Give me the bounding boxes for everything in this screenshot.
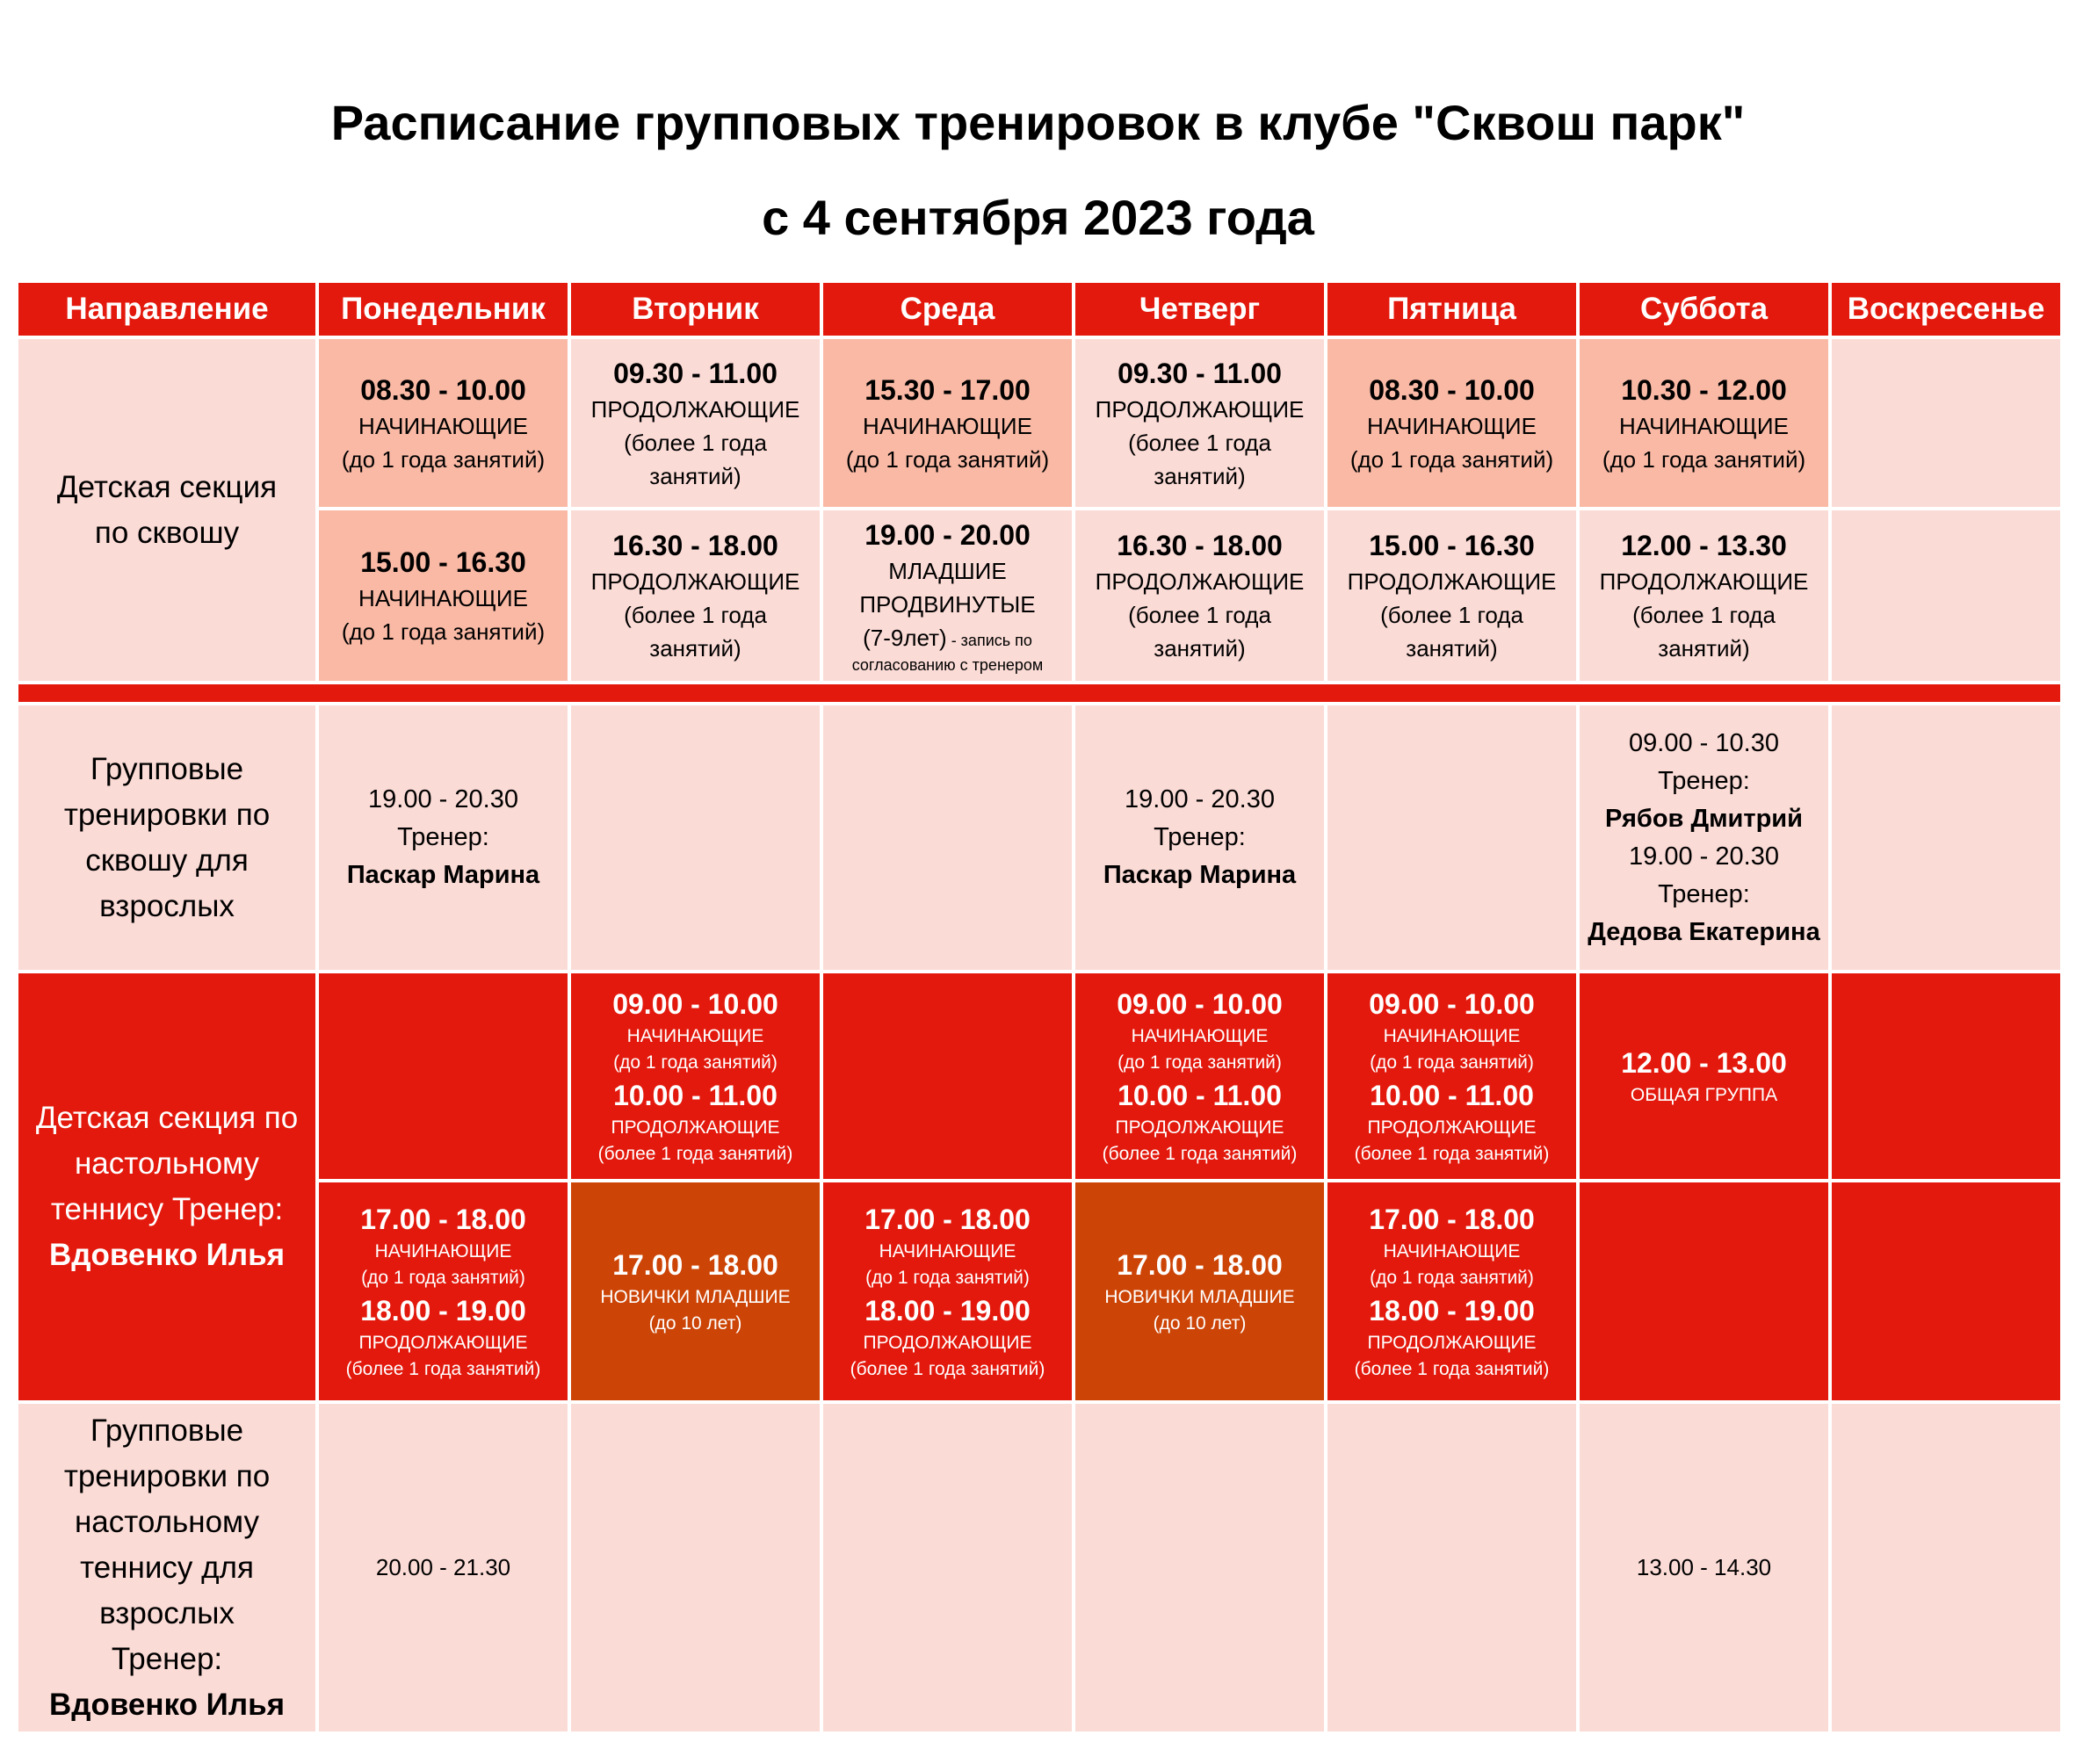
- slot-level: НАЧИНАЮЩИЕ: [374, 1241, 512, 1262]
- slot-note: (более 1 года занятий): [1102, 1144, 1298, 1164]
- slot-note: занятий): [1658, 635, 1750, 662]
- slot-note: (более 1 года: [624, 602, 767, 628]
- slot-tt-adults-wed: [823, 1404, 1072, 1731]
- slot-level: НАЧИНАЮЩИЕ: [358, 585, 528, 611]
- slot-squash-kids-tue-2: [571, 510, 820, 681]
- slot-level: ПРОДОЛЖАЮЩИЕ: [1347, 568, 1557, 595]
- slot-time: 10.00 - 11.00: [1118, 1080, 1282, 1111]
- slot-time: 15.30 - 17.00: [864, 373, 1031, 406]
- slot-tt-adults-sat: [1580, 1404, 1828, 1731]
- slot-extra: согласованию с тренером: [851, 656, 1044, 674]
- slot-tt-adults-mon: [319, 1404, 568, 1731]
- slot-squash-kids-sat-2: [1580, 510, 1828, 681]
- slot-tt-kids-sat-2: [1580, 1182, 1828, 1400]
- slot-note: (до 1 года занятий): [361, 1268, 525, 1288]
- slot-squash-adults-sun: [1832, 705, 2060, 970]
- slot-level: ПРОДОЛЖАЮЩИЕ: [1367, 1117, 1537, 1138]
- direction-coach: Вдовенко Илья: [48, 1238, 286, 1272]
- slot-tt-kids-sun-1: [1832, 973, 2060, 1179]
- slot-level: НАЧИНАЮЩИЕ: [1619, 412, 1789, 439]
- slot-squash-adults-wed: [823, 705, 1072, 970]
- slot-time: 17.00 - 18.00: [864, 1204, 1031, 1235]
- slot-squash-kids-thu-1: [1075, 339, 1324, 507]
- slot-time: 09.30 - 11.00: [613, 357, 778, 389]
- schedule-table: [18, 283, 2057, 1741]
- slot-time: 13.00 - 14.30: [1636, 1554, 1772, 1580]
- slot-time: 10.00 - 11.00: [1370, 1080, 1534, 1111]
- slot-time: 09.00 - 10.00: [1369, 988, 1535, 1020]
- header-tuesday: Вторник: [571, 283, 820, 336]
- slot-time: 10.30 - 12.00: [1621, 373, 1787, 406]
- slot-squash-kids-sun-2: [1832, 510, 2060, 681]
- slot-tt-adults-sun: [1832, 1404, 2060, 1731]
- slot-note: (до 1 года занятий): [341, 445, 546, 473]
- slot-squash-kids-mon-1: [319, 339, 568, 507]
- slot-note: (более 1 года: [1128, 429, 1271, 456]
- slot-level: ПРОДОЛЖАЮЩИЕ: [1599, 568, 1809, 595]
- header-saturday: Суббота: [1580, 283, 1828, 336]
- page-title: Расписание групповых тренировок в клубе "Сквош парк": [330, 95, 1746, 150]
- slot-time: 20.00 - 21.30: [375, 1554, 511, 1580]
- slot-tt-kids-mon-2: [319, 1182, 568, 1400]
- slot-note: (более 1 года занятий): [597, 1144, 793, 1164]
- slot-note: (более 1 года: [1128, 602, 1271, 628]
- slot-time: 17.00 - 18.00: [360, 1204, 526, 1235]
- slot-note: (до 10 лет): [1153, 1313, 1247, 1334]
- slot-squash-adults-sat: [1580, 705, 1828, 970]
- slot-tt-kids-wed-1: [823, 973, 1072, 1179]
- slot-coach: Паскар Марина: [1103, 861, 1297, 889]
- slot-tt-adults-thu: [1075, 1404, 1324, 1731]
- slot-note: (до 1 года занятий): [1370, 1052, 1534, 1073]
- direction-squash-kids: Детская секция по сквошу: [18, 339, 315, 681]
- slot-level: НАЧИНАЮЩИЕ: [1367, 412, 1537, 439]
- slot-time: 17.00 - 18.00: [1117, 1249, 1283, 1281]
- slot-tt-kids-mon-1: [319, 973, 568, 1179]
- slot-squash-kids-fri-2: [1327, 510, 1576, 681]
- slot-time: 12.00 - 13.00: [1621, 1047, 1787, 1079]
- slot-tt-kids-thu-2: [1075, 1182, 1324, 1400]
- slot-note: (более 1 года: [1380, 602, 1523, 628]
- slot-note: (до 1 года занятий): [1118, 1052, 1282, 1073]
- slot-coach: Дедова Екатерина: [1588, 917, 1820, 946]
- slot-squash-adults-fri: [1327, 705, 1576, 970]
- slot-note: (более 1 года: [1632, 602, 1776, 628]
- slot-coach-label: Тренер:: [1154, 823, 1246, 851]
- header-wednesday: Среда: [823, 283, 1072, 336]
- header-direction: Направление: [18, 283, 315, 336]
- slot-squash-adults-mon: [319, 705, 568, 970]
- slot-time: 15.00 - 16.30: [1369, 530, 1535, 561]
- slot-level: ПРОДОЛЖАЮЩИЕ: [863, 1333, 1032, 1353]
- slot-note: (до 1 года занятий): [865, 1268, 1030, 1288]
- slot-time: 18.00 - 19.00: [1369, 1295, 1535, 1327]
- slot-note: (более 1 года занятий): [850, 1359, 1045, 1379]
- slot-level: НАЧИНАЮЩИЕ: [1383, 1026, 1521, 1046]
- slot-coach-label: Тренер:: [1658, 766, 1750, 795]
- slot-squash-kids-tue-1: [571, 339, 820, 507]
- slot-level: ПРОДОЛЖАЮЩИЕ: [590, 395, 800, 423]
- slot-level: ПРОДВИНУТЫЕ: [859, 591, 1036, 618]
- slot-note: (до 1 года занятий): [1370, 1268, 1534, 1288]
- slot-time: 09.00 - 10.00: [612, 988, 778, 1020]
- slot-note: занятий): [649, 635, 741, 662]
- slot-level: НОВИЧКИ МЛАДШИЕ: [1104, 1287, 1295, 1307]
- slot-level: ПРОДОЛЖАЮЩИЕ: [611, 1117, 780, 1138]
- slot-time: 19.00 - 20.30: [1125, 785, 1275, 813]
- slot-level: НАЧИНАЮЩИЕ: [1131, 1026, 1269, 1046]
- direction-squash-adults: Групповые тренировки по сквошу для взрослых: [18, 705, 315, 970]
- page-subtitle: с 4 сентября 2023 года: [762, 190, 1314, 245]
- slot-coach: Паскар Марина: [346, 861, 540, 889]
- slot-note: (более 1 года занятий): [1354, 1359, 1550, 1379]
- slot-time: 19.00 - 20.30: [368, 785, 518, 813]
- section-divider: [18, 684, 2060, 702]
- slot-note: занятий): [649, 462, 741, 489]
- slot-extra: - запись по: [946, 632, 1032, 649]
- slot-note: занятий): [1154, 462, 1246, 489]
- slot-tt-adults-fri: [1327, 1404, 1576, 1731]
- slot-level: ПРОДОЛЖАЮЩИЕ: [1367, 1333, 1537, 1353]
- slot-squash-kids-sat-1: [1580, 339, 1828, 507]
- slot-squash-kids-wed-1: [823, 339, 1072, 507]
- slot-time: 09.30 - 11.00: [1118, 357, 1282, 389]
- direction-tt-kids: [18, 973, 315, 1400]
- slot-level: ПРОДОЛЖАЮЩИЕ: [1095, 395, 1305, 423]
- slot-coach-label: Тренер:: [1658, 879, 1750, 908]
- slot-note: (до 1 года занятий): [613, 1052, 778, 1073]
- direction-text: Групповые тренировки по настольному теннису для взрослых Тренер:: [63, 1413, 271, 1676]
- slot-coach: Рябов Дмитрий: [1605, 804, 1803, 833]
- slot-tt-kids-fri-2: [1327, 1182, 1576, 1400]
- slot-tt-adults-tue: [571, 1404, 820, 1731]
- slot-time: 09.00 - 10.00: [1117, 988, 1283, 1020]
- slot-note: занятий): [1154, 635, 1246, 662]
- slot-level: ПРОДОЛЖАЮЩИЕ: [358, 1333, 528, 1353]
- slot-time: 17.00 - 18.00: [1369, 1204, 1535, 1235]
- slot-time: 08.30 - 10.00: [1369, 373, 1535, 406]
- slot-squash-kids-sun-1: [1832, 339, 2060, 507]
- slot-time: 17.00 - 18.00: [612, 1249, 778, 1281]
- slot-level: НАЧИНАЮЩИЕ: [1383, 1241, 1521, 1262]
- slot-age-text: (7-9лет): [863, 625, 947, 651]
- slot-squash-kids-wed-2: [823, 510, 1072, 681]
- slot-squash-kids-mon-2: [319, 510, 568, 681]
- slot-time: 10.00 - 11.00: [613, 1080, 778, 1111]
- slot-level: ПРОДОЛЖАЮЩИЕ: [590, 568, 800, 595]
- slot-note: (более 1 года занятий): [1354, 1144, 1550, 1164]
- slot-tt-kids-tue-1: [571, 973, 820, 1179]
- header-thursday: Четверг: [1075, 283, 1324, 336]
- slot-tt-kids-tue-2: [571, 1182, 820, 1400]
- slot-squash-adults-tue: [571, 705, 820, 970]
- slot-time: 18.00 - 19.00: [360, 1295, 526, 1327]
- slot-note: (до 1 года занятий): [845, 445, 1050, 473]
- slot-note: (более 1 года: [624, 429, 767, 456]
- slot-time: 12.00 - 13.30: [1621, 530, 1787, 561]
- slot-squash-kids-thu-2: [1075, 510, 1324, 681]
- slot-level: НАЧИНАЮЩИЕ: [358, 412, 528, 439]
- slot-level: НОВИЧКИ МЛАДШИЕ: [600, 1287, 791, 1307]
- slot-time: 18.00 - 19.00: [864, 1295, 1031, 1327]
- direction-text: Детская секция по настольному теннису Тренер:: [35, 1101, 299, 1226]
- slot-note: (до 1 года занятий): [1602, 445, 1806, 473]
- header-sunday: Воскресенье: [1832, 283, 2060, 336]
- slot-level: ОБЩАЯ ГРУППА: [1630, 1085, 1778, 1105]
- slot-time: 08.30 - 10.00: [360, 373, 526, 406]
- slot-level: НАЧИНАЮЩИЕ: [863, 412, 1032, 439]
- slot-tt-kids-sun-2: [1832, 1182, 2060, 1400]
- slot-note: (до 1 года занятий): [341, 618, 546, 645]
- slot-note: занятий): [1406, 635, 1498, 662]
- slot-time: 16.30 - 18.00: [612, 530, 778, 561]
- slot-level: МЛАДШИЕ: [888, 558, 1007, 584]
- direction-coach: Вдовенко Илья: [48, 1687, 286, 1722]
- slot-tt-kids-thu-1: [1075, 973, 1324, 1179]
- slot-tt-kids-wed-2: [823, 1182, 1072, 1400]
- slot-level: ПРОДОЛЖАЮЩИЕ: [1095, 568, 1305, 595]
- slot-time: 15.00 - 16.30: [360, 546, 526, 578]
- slot-tt-kids-sat-1: [1580, 973, 1828, 1179]
- slot-level: НАЧИНАЮЩИЕ: [626, 1026, 764, 1046]
- slot-note: (до 10 лет): [648, 1313, 742, 1334]
- slot-time: 19.00 - 20.30: [1629, 842, 1779, 871]
- slot-note: (более 1 года занятий): [345, 1359, 541, 1379]
- slot-tt-kids-fri-1: [1327, 973, 1576, 1179]
- header-friday: Пятница: [1327, 283, 1576, 336]
- direction-tt-adults: [18, 1404, 315, 1731]
- slot-level: НАЧИНАЮЩИЕ: [879, 1241, 1016, 1262]
- slot-age: [863, 621, 1032, 654]
- slot-level: ПРОДОЛЖАЮЩИЕ: [1115, 1117, 1284, 1138]
- slot-time: 09.00 - 10.30: [1629, 728, 1779, 757]
- slot-note: (до 1 года занятий): [1349, 445, 1554, 473]
- slot-time: 19.00 - 20.00: [864, 519, 1031, 551]
- header-monday: Понедельник: [319, 283, 568, 336]
- slot-time: 16.30 - 18.00: [1117, 530, 1283, 561]
- slot-coach-label: Тренер:: [397, 823, 489, 851]
- slot-squash-kids-fri-1: [1327, 339, 1576, 507]
- slot-squash-adults-thu: [1075, 705, 1324, 970]
